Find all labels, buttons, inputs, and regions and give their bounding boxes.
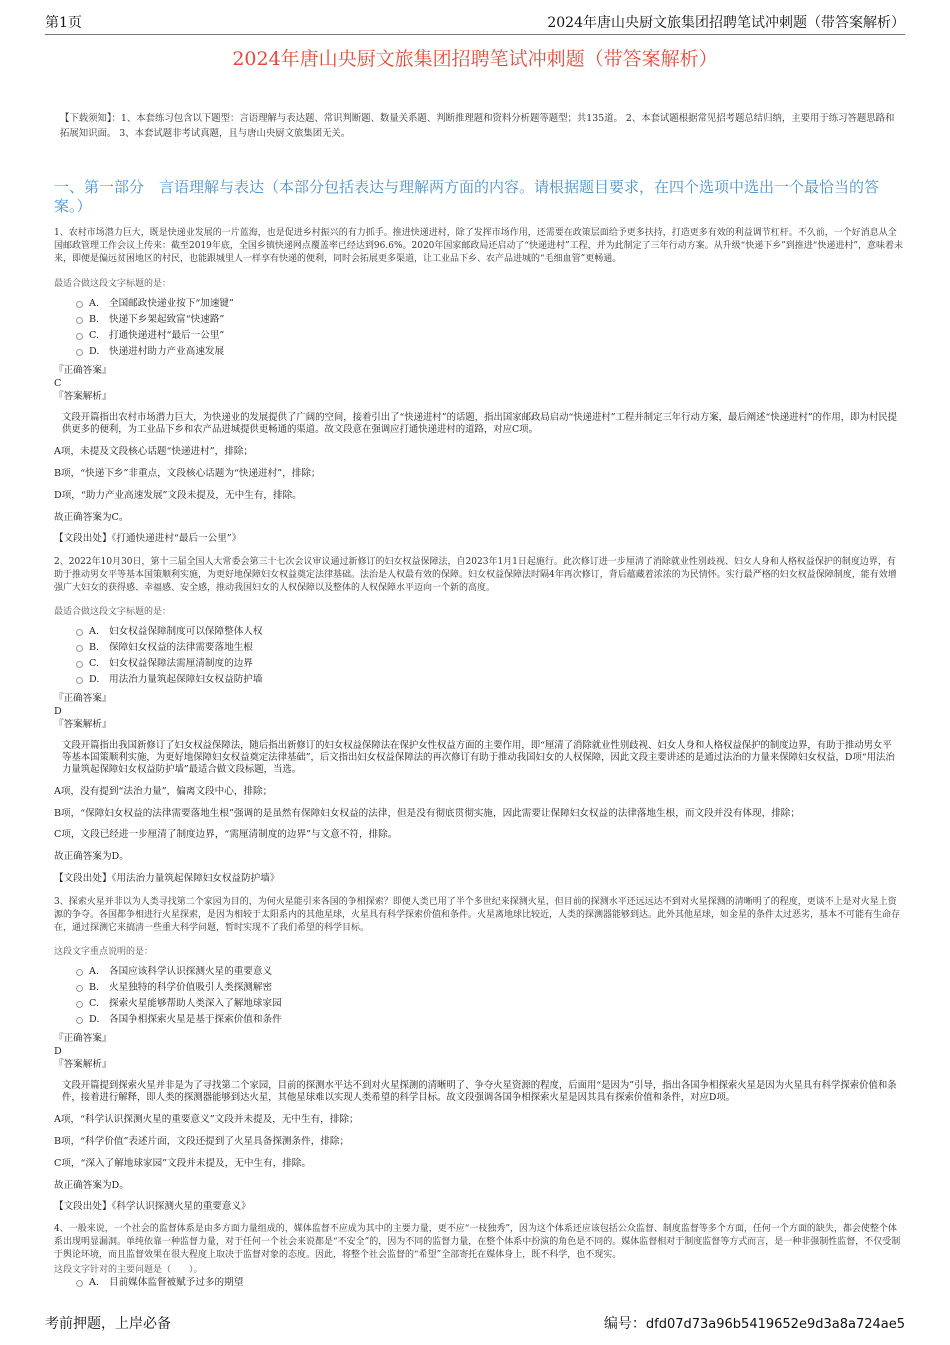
analysis-item: 故正确答案为D。 [54, 1180, 129, 1191]
analysis-text: 文段开篇指出农村市场潜力巨大，为快递业的发展提供了广阔的空间，接着引出了“快递进村”的话题，指出国家邮政局启动“快递进村”工程并制定三年行动方案，最后阐述“快递进村”的作用，即为村民提供更多的便利，为工业品下乡和农产品进城提供更畅通的渠道。故文段意在强调应打通快递进村的道路，对应C项。 [62, 412, 898, 435]
radio-icon[interactable] [76, 985, 83, 992]
option-c[interactable]: C. 妇女权益保障法需厘清制度的边界 [76, 656, 263, 672]
analysis-item: 故正确答案为C。 [54, 512, 129, 523]
header-doc-title: 2024年唐山央厨文旅集团招聘笔试冲刺题（带答案解析） [547, 15, 905, 31]
radio-icon[interactable] [76, 333, 83, 340]
option-d[interactable]: D. 各国争相探索火星是基于探索价值和条件 [76, 1012, 282, 1028]
analysis-text: 文段开篇提到探索火星并非是为了寻找第二个家园，目前的探测水平达不到对火星探测的清晰明了、争夺火星资源的程度，后面用“是因为”引导，指出各国争相探索火星是因为火星具有科学探索价值和条件，接着进行解释，即人类的探测器能够到达火星，其他星球难以实现人类希望的科学目标。故文段强调各国争相探索火星是因其具有探索价值和条件，对应D项。 [62, 1080, 897, 1103]
analysis-item: C项，“深入了解地球家园”文段并未提及，无中生有，排除。 [54, 1158, 311, 1169]
radio-icon[interactable] [76, 1280, 83, 1287]
analysis-item: A项，未提及文段核心话题“快递进村”，排除； [54, 446, 254, 457]
option-b[interactable]: B. 保障妇女权益的法律需要落地生根 [76, 640, 263, 656]
radio-icon[interactable] [76, 661, 83, 668]
option-c[interactable]: C. 打通快递进村“最后一公里” [76, 328, 234, 344]
option-d[interactable]: D. 快递进村助力产业高速发展 [76, 344, 234, 360]
radio-icon[interactable] [76, 349, 83, 356]
analysis-label: 『答案解析』 [54, 1059, 112, 1070]
question-4-stem: 4、一般来说，一个社会的监督体系是由多方面力量组成的，媒体监督不应成为其中的主要力量，更不应“一枝独秀”，因为这个体系还应该包括公众监督、制度监督等多个方面，任何一个方面的缺失，都会使整个体系出现明显漏洞。单纯依靠一种监督力量，对于任何一个社会来说都是“不安全”的，因为不同的监督力量，在整个体系中扮演的角色是不同的。媒体监督相对于制度监督等方式而言，是一种非强制性监督，不仅受制于舆论环境，而且监督效果在很大程度上取决于监督对象的态度。因此，将整个社会监督的“希望”全部寄托在媒体身上，既不科学，也不现实。 [54, 1224, 901, 1260]
option-a[interactable]: A. 目前媒体监督被赋予过多的期望 [76, 1275, 243, 1291]
radio-icon[interactable] [76, 301, 83, 308]
analysis-text: 文段开篇指出我国新修订了妇女权益保障法，随后指出新修订的妇女权益保障法在保护女性权益方面的主要作用，即“厘清了消除就业性别歧视、妇女人身和人格权益保护的制度边界，有助于推动男女平等基本国策顺利实施，为更好地保障妇女权益奠定法律基础”，后文指出妇女权益保障法的再次修订有助于推动我国妇女的人权保障，因此文段主要讲述的是通过法治的力量来保障妇女权益，D项“用法治力量筑起保障妇女权益防护墙”最适合做文段标题，当选。 [62, 740, 895, 775]
download-notice: 【下载须知】：1、本套练习包含以下题型：言语理解与表达题、常识判断题、数量关系题、判断推理题和资料分析题等题型；共135道。 2、本套试题根据常见招考题总结归纳，主要用于练习答题思路和拓展知识面。 3、本套试题非考试真题，且与唐山央厨文旅集团无关。 [60, 113, 895, 139]
analysis-item: B项，“科学价值”表述片面，文段还提到了火星具备探测条件，排除； [54, 1136, 350, 1147]
analysis-label: 『答案解析』 [54, 719, 112, 730]
question-3-prompt: 这段文字重点说明的是： [54, 947, 154, 957]
analysis-label: 『答案解析』 [54, 391, 112, 402]
footer-code-label: 编号： [603, 1315, 646, 1332]
answer-label: 『正确答案』 [54, 365, 112, 376]
radio-icon[interactable] [76, 1001, 83, 1008]
analysis-item: C项，文段已经进一步厘清了制度边界，“需厘清制度的边界”与文意不符，排除。 [54, 829, 398, 840]
analysis-item: B项，“保障妇女权益的法律需要落地生根”强调的是虽然有保障妇女权益的法律，但是没有彻底贯彻实施，因此需要让保障妇女权益的法律落地生根，而文段并没有体现，排除； [54, 808, 800, 819]
option-a[interactable]: A. 妇女权益保障制度可以保障整体人权 [76, 624, 263, 640]
footer-code: dfd07d73a96b5419652e9d3a8a724ae5 [645, 1316, 905, 1332]
analysis-item: B项，“快递下乡”非重点，文段核心话题为“快递进村”，排除； [54, 468, 321, 479]
footer-slogan: 考前押题，上岸必备 [45, 1315, 171, 1332]
analysis-item: A项，“科学认识探测火星的重要意义”文段并未提及，无中生有，排除； [54, 1114, 359, 1125]
option-a[interactable]: A. 各国应该科学认识探测火星的重要意义 [76, 964, 282, 980]
question-2-prompt: 最适合做这段文字标题的是： [54, 607, 172, 617]
question-1-stem: 1、农村市场潜力巨大，既是快递业发展的一片蓝海，也是促进乡村振兴的有力抓手。推进快递进村，除了发挥市场作用，还需要在政策层面给予更多扶持，打造更多有效的利益调节杠杆。不久前，一个好消息从全国邮政管理工作会议上传来：截至2019年底，全国乡镇快递网点覆盖率已经达到96.6%。2020年国家邮政局还启动了“快递进村”工程，并为此制定了三年行动方案。从升级“快递下乡”到推进“快递进村”，意味着未来，即便是偏远贫困地区的村民，也能跟城里人一样享有快递的便利，同时会拓展更多渠道，让工业品下乡、农产品进城的“毛细血管”更畅通。 [54, 228, 904, 264]
radio-icon[interactable] [76, 645, 83, 652]
answer-value: D [54, 1046, 62, 1057]
source-note: 【文段出处】《科学认识探测火星的重要意义》 [54, 1201, 251, 1212]
source-note: 【文段出处】《用法治力量筑起保障妇女权益防护墙》 [54, 873, 280, 884]
answer-value: D [54, 706, 62, 717]
analysis-item: A项，没有提到“法治力量”，偏离文段中心，排除； [54, 786, 273, 797]
page-number: 第1页 [45, 15, 82, 31]
radio-icon[interactable] [76, 969, 83, 976]
option-c[interactable]: C. 探索火星能够帮助人类深入了解地球家园 [76, 996, 282, 1012]
option-d[interactable]: D. 用法治力量筑起保障妇女权益防护墙 [76, 672, 263, 688]
answer-label: 『正确答案』 [54, 1033, 112, 1044]
section-heading: 一、第一部分 言语理解与表达（本部分包括表达与理解两方面的内容。请根据题目要求，在四个选项中选出一个最恰当的答案。） [54, 178, 880, 215]
radio-icon[interactable] [76, 317, 83, 324]
question-1-options [76, 296, 234, 360]
radio-icon[interactable] [76, 629, 83, 636]
question-2-stem: 2、2022年10月30日，第十三届全国人大常委会第三十七次会议审议通过新修订的妇女权益保障法，自2023年1月1日起施行。此次修订进一步厘清了消除就业性别歧视、妇女人身和人格权益保护的制度边界，有助于推动男女平等基本国策顺利实施，为更好地保障妇女权益奠定法律基础。法治是人权最有效的保障。妇女权益保障法时隔4年再次修订，背后蕴藏着浓浓的为民情怀。实行最严格的妇女权益保障制度，能有效增强广大妇女的获得感、幸福感、安全感，推动我国妇女的人权保障以及整体的人权保障水平迈向一个新的高度。 [54, 557, 897, 593]
document-title: 2024年唐山央厨文旅集团招聘笔试冲刺题（带答案解析） [232, 48, 718, 70]
question-1-prompt: 最适合做这段文字标题的是： [54, 279, 172, 289]
option-a[interactable]: A. 全国邮政快递业按下“加速键” [76, 296, 234, 312]
radio-icon[interactable] [76, 677, 83, 684]
question-4-options [76, 1275, 243, 1291]
source-note: 【文段出处】《打通快递进村“最后一公里”》 [54, 533, 242, 544]
answer-value: C [54, 378, 62, 389]
question-4-prompt: 这段文字针对的主要问题是（ ）。 [54, 1265, 203, 1275]
option-b[interactable]: B. 火星独特的科学价值吸引人类探测解密 [76, 980, 282, 996]
question-3-stem: 3、探索火星并非以为人类寻找第二个家园为目的，为何火星能引来各国的争相探索？即便人类已用了半个多世纪来探测火星，但目前的探测水平还远远达不到对火星探测的清晰明了的程度，更谈不上是对火星上资源的争夺。各国都争相进行火星探索，是因为相较于太阳系内的其他星球，火星具有科学探索价值和条件。火星离地球比较近，人类的探测器能够到达。此外其他星球，如金星的条件太过恶劣，基本不可能有生命存在，通过探测它来搞清一些重大科学问题，暂时实现不了我们希望的科学目标。 [54, 897, 901, 933]
analysis-item: D项，“助力产业高速发展”文段未提及，无中生有，排除。 [54, 490, 302, 501]
question-3-options [76, 964, 282, 1028]
radio-icon[interactable] [76, 1017, 83, 1024]
page-header [45, 13, 905, 35]
answer-label: 『正确答案』 [54, 693, 112, 704]
page-footer [45, 1310, 905, 1334]
option-b[interactable]: B. 快递下乡架起致富“快速路” [76, 312, 234, 328]
footer-code-wrap [604, 1313, 905, 1333]
question-2-options [76, 624, 263, 688]
analysis-item: 故正确答案为D。 [54, 851, 129, 862]
